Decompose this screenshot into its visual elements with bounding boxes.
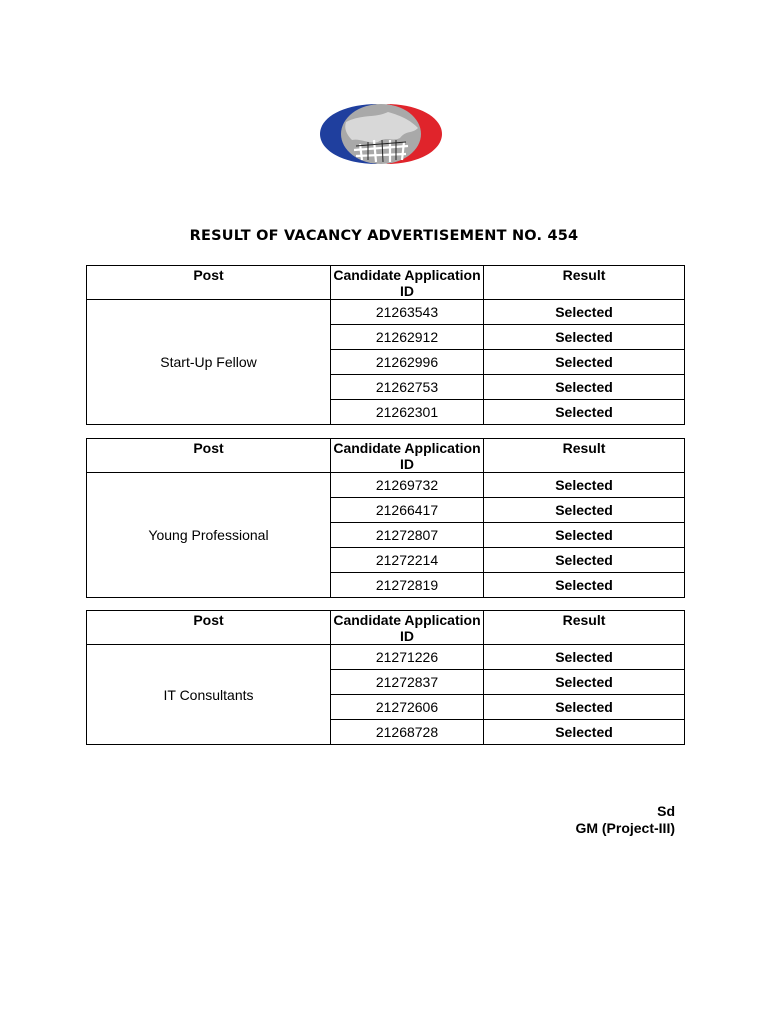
signature-designation: GM (Project-III) [575,820,675,836]
candidate-id-cell: 21262912 [331,325,484,350]
result-cell: Selected [484,473,685,498]
results-table-young-professional [86,438,685,598]
result-cell: Selected [484,670,685,695]
candidate-id-header: Candidate Application ID [331,439,484,473]
candidate-id-cell: 21272837 [331,670,484,695]
table-row [87,473,685,498]
signature-sd: Sd [657,803,675,819]
result-cell: Selected [484,325,685,350]
candidate-id-cell: 21272819 [331,573,484,598]
table-header-row [87,439,685,473]
table-row [87,300,685,325]
candidate-id-cell: 21272214 [331,548,484,573]
result-cell: Selected [484,645,685,670]
results-table-start-up-fellow [86,265,685,425]
candidate-id-cell: 21272807 [331,523,484,548]
candidate-id-cell: 21269732 [331,473,484,498]
post-header: Post [87,439,331,473]
result-header: Result [484,439,685,473]
result-cell: Selected [484,523,685,548]
candidate-id-cell: 21272606 [331,695,484,720]
candidate-id-cell: 21262753 [331,375,484,400]
signature-block [575,803,675,837]
result-cell: Selected [484,498,685,523]
result-header: Result [484,266,685,300]
result-header: Result [484,611,685,645]
result-cell: Selected [484,548,685,573]
result-cell: Selected [484,375,685,400]
candidate-id-cell: 21263543 [331,300,484,325]
candidate-id-header: Candidate Application ID [331,611,484,645]
candidate-id-cell: 21262301 [331,400,484,425]
page-title: RESULT OF VACANCY ADVERTISEMENT NO. 454 [189,228,579,244]
candidate-id-cell: 21262996 [331,350,484,375]
result-cell: Selected [484,350,685,375]
post-cell: Start-Up Fellow [87,300,331,425]
result-cell: Selected [484,400,685,425]
table-header-row [87,611,685,645]
table-row [87,645,685,670]
candidate-id-cell: 21268728 [331,720,484,745]
globe-logo-icon [316,100,446,168]
candidate-id-cell: 21266417 [331,498,484,523]
post-header: Post [87,611,331,645]
post-header: Post [87,266,331,300]
candidate-id-cell: 21271226 [331,645,484,670]
result-cell: Selected [484,695,685,720]
results-table-it-consultants [86,610,685,745]
post-cell: IT Consultants [87,645,331,745]
table-header-row [87,266,685,300]
result-cell: Selected [484,300,685,325]
result-cell: Selected [484,720,685,745]
post-cell: Young Professional [87,473,331,598]
candidate-id-header: Candidate Application ID [331,266,484,300]
result-cell: Selected [484,573,685,598]
